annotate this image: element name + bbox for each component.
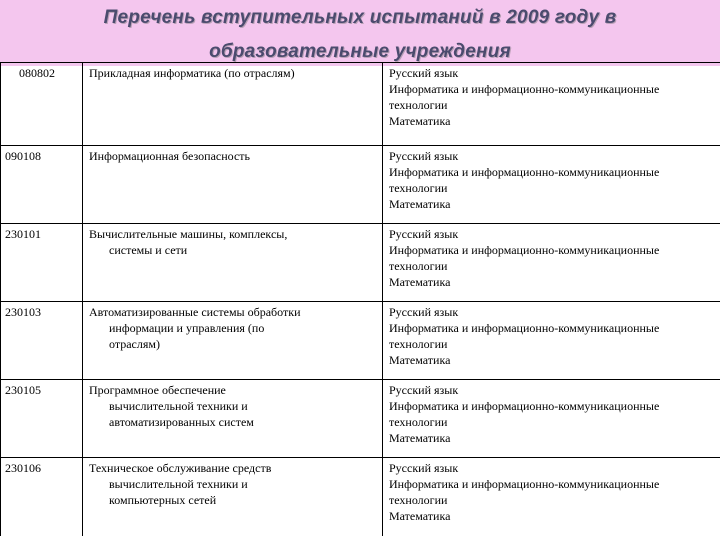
table-row: [1, 224, 720, 302]
subject-math: Математика: [389, 509, 451, 523]
specialty-name-line: Информационная безопасность: [89, 149, 250, 163]
subject-russian: Русский язык: [389, 461, 459, 475]
subject-informatics: Информатика и информационно-коммуникационные: [389, 243, 660, 257]
subject-russian: Русский язык: [389, 66, 459, 80]
specialty-name-line: вычислительной техники и: [109, 399, 248, 413]
table-row: [1, 302, 720, 380]
specialty-name-line: Программное обеспечение: [89, 383, 226, 397]
specialty-code: 230106: [1, 458, 83, 536]
subject-informatics-cont: технологии: [389, 181, 448, 195]
subject-math: Математика: [389, 275, 451, 289]
specialty-name-line: автоматизированных систем: [109, 415, 254, 429]
specialty-name-line: Техническое обслуживание средств: [89, 461, 272, 475]
specialty-name-line: системы и сети: [109, 243, 188, 257]
specialty-name-line: вычислительной техники и: [109, 477, 248, 491]
subject-math: Математика: [389, 197, 451, 211]
exam-subjects: [383, 146, 720, 224]
subject-informatics: Информатика и информационно-коммуникационные: [389, 82, 660, 96]
subject-math: Математика: [389, 431, 451, 445]
specialty-code: 090108: [1, 146, 83, 224]
exam-subjects: [383, 302, 720, 380]
specialty-name-line: Прикладная информатика (по отраслям): [89, 66, 295, 80]
specialty-code: 080802: [1, 63, 83, 146]
subject-informatics-cont: технологии: [389, 98, 448, 112]
specialty-name: [83, 146, 383, 224]
subject-informatics: Информатика и информационно-коммуникационные: [389, 477, 660, 491]
table-row: [1, 146, 720, 224]
subject-russian: Русский язык: [389, 149, 459, 163]
exams-table: [0, 62, 720, 536]
specialty-name: [83, 458, 383, 536]
subject-informatics-cont: технологии: [389, 493, 448, 507]
specialty-code: 230103: [1, 302, 83, 380]
specialty-code: 230105: [1, 380, 83, 458]
exam-subjects: [383, 63, 720, 146]
specialty-name: [83, 380, 383, 458]
subject-informatics: Информатика и информационно-коммуникационные: [389, 321, 660, 335]
exam-subjects: [383, 380, 720, 458]
table-row: [1, 458, 720, 536]
exam-subjects: [383, 224, 720, 302]
subject-informatics: Информатика и информационно-коммуникационные: [389, 165, 660, 179]
subject-informatics: Информатика и информационно-коммуникационные: [389, 399, 660, 413]
specialty-name-line: отраслям): [109, 337, 160, 351]
subject-russian: Русский язык: [389, 227, 459, 241]
table-row: [1, 380, 720, 458]
specialty-name-line: компьютерных сетей: [109, 493, 217, 507]
specialty-name: [83, 224, 383, 302]
page-title-line-1: Перечень вступительных испытаний в 2009 году в: [103, 7, 617, 28]
subject-russian: Русский язык: [389, 383, 459, 397]
subject-informatics-cont: технологии: [389, 337, 448, 351]
specialty-name-line: информации и управления (по: [109, 321, 265, 335]
page-title-line-2: образовательные учреждения: [209, 41, 511, 62]
specialty-code: 230101: [1, 224, 83, 302]
subject-informatics-cont: технологии: [389, 415, 448, 429]
specialty-name: [83, 302, 383, 380]
subject-informatics-cont: технологии: [389, 259, 448, 273]
subject-russian: Русский язык: [389, 305, 459, 319]
exam-subjects: [383, 458, 720, 536]
specialty-name-line: Вычислительные машины, комплексы,: [89, 227, 288, 241]
specialty-name: [83, 63, 383, 146]
subject-math: Математика: [389, 353, 451, 367]
subject-math: Математика: [389, 114, 451, 128]
specialty-name-line: Автоматизированные системы обработки: [89, 305, 301, 319]
table-row: [1, 63, 720, 146]
